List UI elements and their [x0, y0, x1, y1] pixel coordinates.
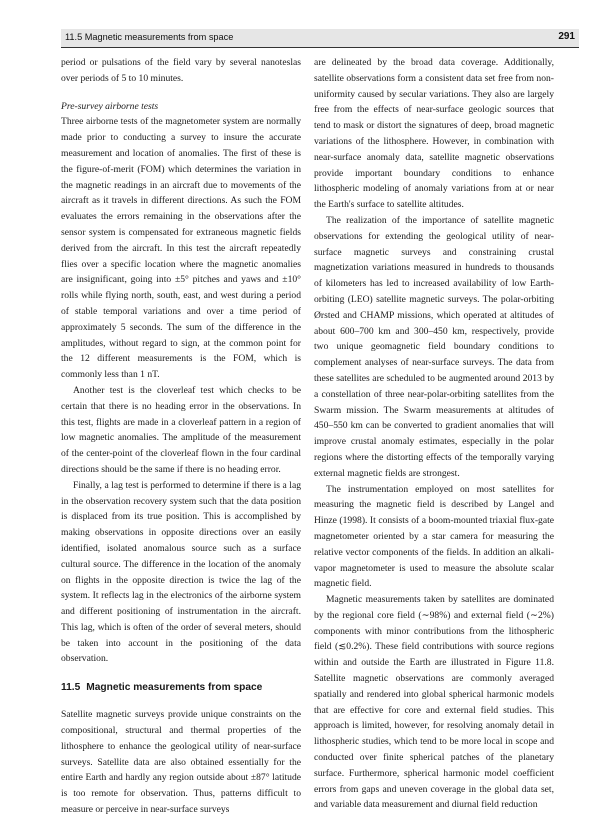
paragraph: are delineated by the broad data coverage. Additionally, satellite observations form a consistent data set free from non-uniformity caused by secular variations. They also are largely free from the effects of near-surface geologic sources that tend to mask or distort the signatures of deep, broad magnetic variations of the lithosphere. However, in combination with near-surface anomaly data, satellite magnetic observations provide important boundary conditions to enhance lithospheric modeling of anomaly variations from at or near the Earth's surface to satellite altitudes.: [314, 57, 554, 211]
paragraph: Another test is the cloverleaf test which checks to be certain that there is no heading error in the observations. In this test, flights are made in a cloverleaf pattern in a region of low magnetic anomalies. The amplitude of the measurement of the center-point of the cloverleaf flown in the four cardinal directions should be the same if there is no heading error.: [61, 384, 301, 475]
paragraph: Three airborne tests of the magnetometer system are normally made prior to conducting a survey to insure the accurate measurement and location of anomalies. The first of these is the figure-of-merit (FOM) which determines the variation in the magnetic readings in an aircraft due to movements of the aircraft as it travels in different directions. As such the FOM evaluates the errors remaining in the observations after the sensor system is compensated for extraneous magnetic fields derived from the aircraft. In this test the aircraft repeatedly flies over a specific location where the magnetic anomalies are insignificant, going into ±5° pitches and yaws and ±10° rolls while flying north, south, east, and west during a period of stable temporal variations and over a time period of approximately 5 seconds. The sum of the difference in the amplitudes, without regard to sign, at the common point for the 12 different measurements is the FOM, which is commonly less than 1 nT.: [61, 116, 301, 381]
running-title: 11.5 Magnetic measurements from space: [65, 32, 234, 42]
page-number: 291: [558, 31, 575, 42]
paragraph: Satellite magnetic surveys provide unique constraints on the compositional, structural and thermal properties of the lithosphere to enhance the geological utility of near-surface surveys. Satellite data are also obtained essentially for the entire Earth and hardly any region outside about ±87° latitude is too remote for observation. Thus, patterns difficult to measure or perceive in near-surface surveys: [61, 709, 301, 816]
paragraph: Magnetic measurements taken by satellites are dominated by the regional core field (∼98%) and external field (∼2%) components with minor contributions from the lithospheric field (≲0.2%). These field contributions with source regions within and outside the Earth are illustrated in Figure 11.8. Satellite magnetic observations are commonly averaged spatially and rendered into global spherical harmonic models that are effective for core and external field studies. This approach is limited, however, for resolving anomaly detail in lithospheric studies, which tend to be more local in scope and conducted over finite spherical patches of the planetary surface. Furthermore, spherical harmonic model coefficient errors from gaps and uneven coverage in the global data set, and variable data measurement and diurnal field reduction: [314, 594, 554, 811]
paragraph: The instrumentation employed on most satellites for measuring the magnetic field is described by Langel and Hinze (1998). It consists of a boom-mounted triaxial flux-gate magnetometer oriented by a star camera for measuring the relative vector components of the fields. In addition an alkali-vapor magnetometer is used to measure the absolute scalar magnetic field.: [314, 483, 554, 590]
section-heading: [61, 681, 301, 695]
paragraph: Finally, a lag test is performed to determine if there is a lag in the observation recovery system such that the data position is displaced from its true position. This is accomplished by making observations in opposite directions over an easily identified, isolated anomalous source such as a surface cultural source. The difference in the location of the anomaly on flights in the opposite direction is twice the lag of the system. It reflects lag in the electronics of the airborne system and different positioning of instrumentation in the aircraft. This lag, which is often of the order of several meters, should be taken into account in the positioning of the data observation.: [61, 479, 301, 665]
section-number: 11.5: [61, 682, 81, 694]
running-header: [61, 29, 579, 48]
paragraph: The realization of the importance of satellite magnetic observations for extending the geological utility of near-surface magnetic surveys and constraining crustal magnetization variations measured in hundreds to thousands of kilometers has led to increased availability of low Earth-orbiting (LEO) satellite magnetic surveys. The polar-orbiting Ørsted and CHAMP missions, which operated at altitudes of about 600–700 km and 300–450 km, respectively, provide two unique geomagnetic field boundary conditions to complement analyses of near-surface surveys. The data from these satellites are scheduled to be augmented around 2013 by a constellation of three near-polar-orbiting satellites from the Swarm mission. The Swarm measurements at altitudes of 450–550 km can be converted to gradient anomalies that will improve crustal anomaly estimates, especially in the polar regions where the distorting effects of the temporally varying external magnetic fields are strongest.: [314, 214, 554, 479]
subheading: Pre-survey airborne tests: [61, 100, 159, 112]
paragraph: period or pulsations of the field vary by several nanoteslas over periods of 5 to 10 minutes.: [61, 57, 301, 84]
right-column: [314, 55, 554, 813]
section-title: Magnetic measurements from space: [86, 682, 263, 694]
left-column: [61, 55, 301, 818]
